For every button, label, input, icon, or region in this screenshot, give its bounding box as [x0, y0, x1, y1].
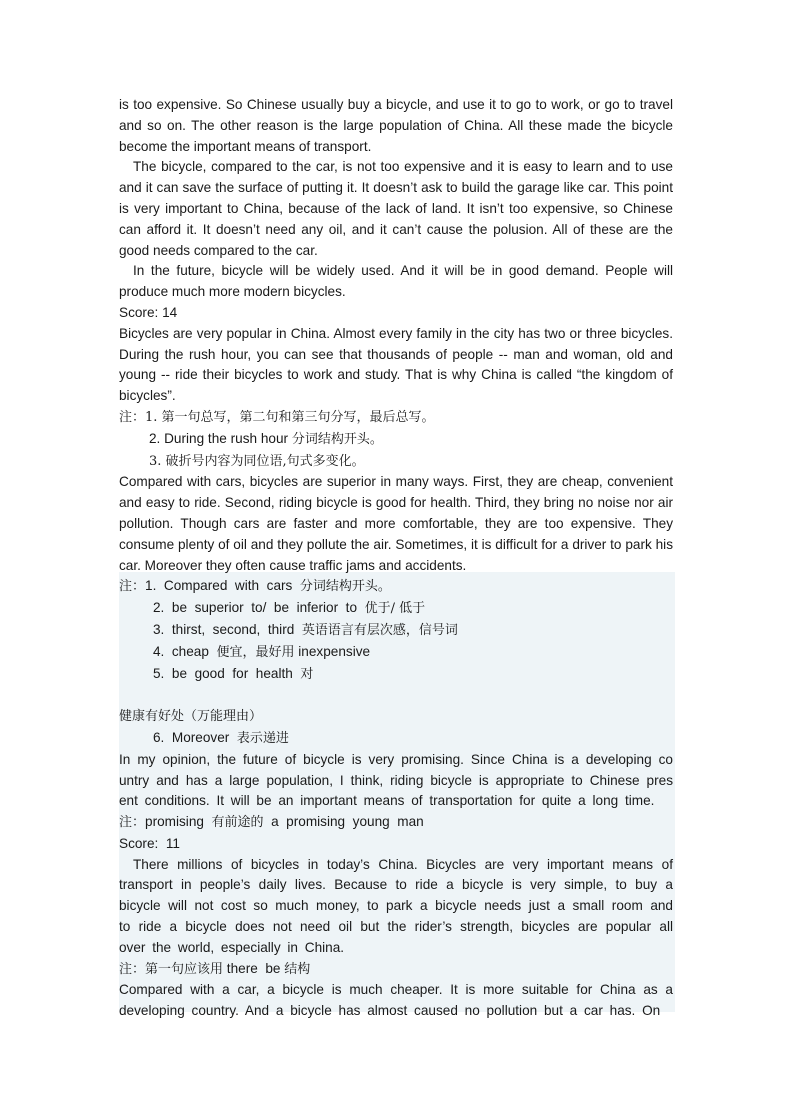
paragraph-7: There millions of bicycles in today’s China. Bicycles are very important means of transport in people’s daily lives. Because to ride a bicycle is very simple, to buy a bicycle will not cost so much money, to park a bicycle needs just a small room and to ride a bicycle does not need oil but the rider’s strength, bicycles are popular all over the world, especially in China. — [119, 856, 673, 955]
note-3: 注：promising 有前途的 a promising young man — [119, 814, 424, 831]
paragraph-2: The bicycle, compared to the car, is not too expensive and it is easy to learn and to use and it can save the surface of putting it. It doesn’t ask to build the garage like car. This point is very important to China, because of the lack of land. It isn’t too expensive, so Chinese can afford it. It doesn’t need any oil, and it can’t cause the polusion. All of these are the good needs compared to the car. — [119, 159, 673, 258]
note-1-item-3: 3. 破折号内容为同位语,句式多变化。 — [149, 453, 365, 469]
paragraph-5: Compared with cars, bicycles are superior in many ways. First, they are cheap, convenient and easy to ride. Second, riding bicycle is good for health. Third, they bring no noise nor air pollution. Though cars are faster and more comfortable, they are too expensive. They consume plenty of oil and they pollute the air. Sometimes, it is difficult for a driver to park his car. Moreover they often cause traffic jams and accidents. — [119, 474, 673, 573]
note-block-2 — [119, 576, 673, 749]
note-2-item-3: 3. thirst, second, third 英语语言有层次感，信号词 — [153, 621, 458, 638]
paragraph-6: In my opinion, the future of bicycle is very promising. Since China is a developing country and has a large population, I think, riding bicycle is appropriate to Chinese present conditions. It will be an important means of transportation for quite a long time. — [119, 751, 673, 809]
paragraph-8: Compared with a car, a bicycle is much cheaper. It is more suitable for China as a developing country. And a bicycle has almost caused no pollution but a car has. On — [119, 982, 673, 1019]
score-label-2: Score: 11 — [119, 835, 180, 851]
note-2-item-5: 5. be good for health 对 — [153, 665, 314, 682]
blank-line — [119, 685, 673, 706]
note-1-item-2: 2. During the rush hour 分词结构开头。 — [149, 430, 383, 447]
document-body — [119, 95, 673, 1022]
note-block-1 — [119, 407, 673, 472]
paragraph-1: is too expensive. So Chinese usually buy a bicycle, and use it to go to work, or go to travel and so on. The other reason is the large population of China. All these made the bicycle become the important means of transport. — [119, 97, 673, 154]
note-2-item-4: 4. cheap 便宜，最好用 inexpensive — [153, 643, 371, 660]
score-label-1: Score: 14 — [119, 304, 178, 320]
paragraph-4: Bicycles are very popular in China. Almost every family in the city has two or three bicycles. During the rush hour, you can see that thousands of people -- man and woman, old and young -- ride their bicycles to work and study. That is why China is called “the kingdom of bicycles”. — [119, 325, 673, 404]
note-4: 注：第一句应该用 there be 结构 — [119, 960, 311, 977]
note-2-continuation: 健康有好处（万能理由） — [119, 709, 263, 725]
note-2-item-2: 2. be superior to/ be inferior to 优于/ 低于 — [153, 600, 426, 617]
note-1-item-1: 注：1. 第一句总写，第二句和第三句分写，最后总写。 — [119, 409, 435, 425]
paragraph-3: In the future, bicycle will be widely used. And it will be in good demand. People will produce much more modern bicycles. — [119, 263, 673, 300]
note-2-item-1: 注：1. Compared with cars 分词结构开头。 — [119, 578, 391, 595]
note-2-item-6: 6. Moreover 表示递进 — [153, 729, 289, 746]
